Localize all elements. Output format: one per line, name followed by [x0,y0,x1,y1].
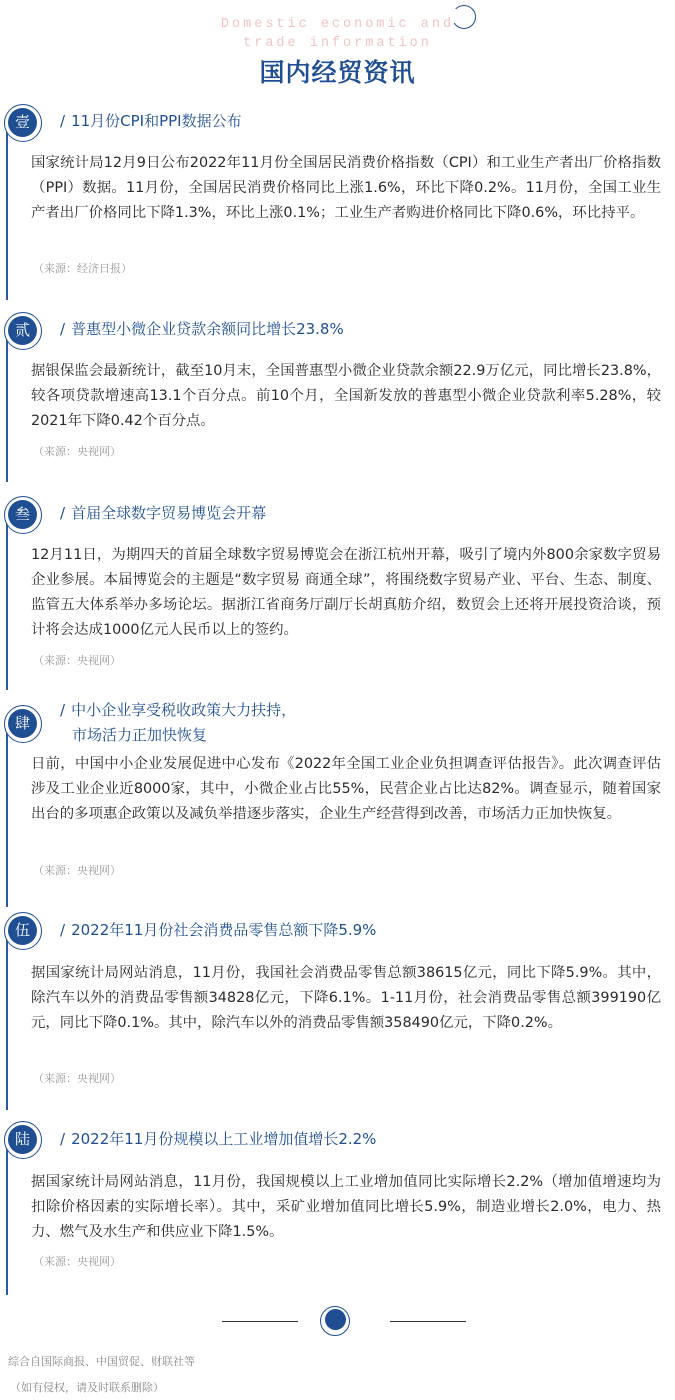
headline-text: 首届全球数字贸易博览会开幕 [71,504,267,522]
footer-circle-icon [320,1306,350,1336]
news-headline: / 2022年11月份规模以上工业增加值增长2.2% [60,1130,377,1148]
section-badge [4,312,42,350]
news-source: （来源：央视网） [33,445,121,458]
news-source: （来源：央视网） [33,1255,121,1268]
english-subtitle [200,15,475,53]
badge-number: 伍 [8,916,37,945]
footer-divider-right [390,1321,466,1322]
footer-disclaimer: （如有侵权，请及时联系删除） [10,1381,164,1394]
section-rule [6,330,8,482]
news-body: 12月11日，为期四天的首届全球数字贸易博览会在浙江杭州开幕，吸引了境内外800余家数字贸易企业参展。本届博览会的主题是“数字贸易 商通全球”，将围绕数字贸易产业、平台、生态、制度、监管五大体系举办多场论坛。据浙江省商务厅副厅长胡真舫介绍，数贸会上还将开展投资洽谈，预计将会达成1000亿元人民币以上的签约。 [31,547,661,638]
section-rule [6,1145,8,1295]
footer-divider-left [222,1321,298,1322]
badge-number: 肆 [8,709,37,738]
page-title: 国内经贸资讯 [259,58,416,87]
news-headline: / 普惠型小微企业贷款余额同比增长23.8% [60,320,344,338]
badge-number: 贰 [8,316,37,345]
news-source: （来源：央视网） [33,1072,121,1085]
news-source: （来源：央视网） [33,864,121,877]
news-headline: / 中小企业享受税收政策大力扶持， 市场活力正加快恢复 [60,698,296,748]
section-badge [4,104,42,142]
section-badge [4,705,42,743]
section-badge [4,1121,42,1159]
headline-text: 中小企业享受税收政策大力扶持， [71,701,297,719]
badge-number: 叁 [8,500,37,529]
section-rule [6,722,8,907]
news-body: 国家统计局12月9日公布2022年11月份全国居民消费价格指数（CPI）和工业生产者出厂价格指数（PPI）数据。11月份，全国居民消费价格同比上涨1.6%，环比下降0.2%。11月份，全国工业生产者出厂价格同比下降1.3%，环比上涨0.1%；工业生产者购进价格同比下降0.6%，环比持平。 [31,155,661,221]
footer-credits: 综合自国际商报、中国贸促、财联社等 [8,1355,195,1368]
news-headline: / 首届全球数字贸易博览会开幕 [60,504,267,522]
badge-number: 壹 [8,108,37,137]
headline-text: 2022年11月份社会消费品零售总额下降5.9% [71,921,377,939]
badge-number: 陆 [8,1125,37,1154]
page-header [0,0,675,92]
section-rule [6,935,8,1110]
section-badge [4,912,42,950]
section-rule [6,515,8,690]
headline-text-line-2: 市场活力正加快恢复 [72,726,208,744]
section-badge [4,496,42,534]
news-body: 日前，中国中小企业发展促进中心发布《2022年全国工业企业负担调查评估报告》。此次调查评估涉及工业企业近8000家，其中，小微企业占比55%，民营企业占比达82%。调查显示，随着国家出台的多项惠企政策以及减负举措逐步落实，企业生产经营得到改善，市场活力正加快恢复。 [31,756,661,822]
headline-text: 2022年11月份规模以上工业增加值增长2.2% [71,1130,377,1148]
news-body: 据银保监会最新统计，截至10月末，全国普惠型小微企业贷款余额22.9万亿元，同比增长23.8%，较各项贷款增速高13.1个百分点。前10个月，全国新发放的普惠型小微企业贷款利率5.28%，较2021年下降0.42个百分点。 [31,363,661,429]
news-headline: / 11月份CPI和PPI数据公布 [60,112,242,130]
news-body: 据国家统计局网站消息，11月份，我国社会消费品零售总额38615亿元，同比下降5.9%。其中，除汽车以外的消费品零售额34828亿元，下降6.1%。1-11月份，社会消费品零售总额399190亿元，同比下降0.1%。其中，除汽车以外的消费品零售额358490亿元，下降0.2%。 [31,965,661,1031]
section-rule [6,120,8,300]
news-source: （来源：央视网） [33,654,121,667]
headline-text: 普惠型小微企业贷款余额同比增长23.8% [71,320,344,338]
news-source: （来源：经济日报） [33,262,132,275]
subtitle-line-1: Domestic economic and [220,17,455,32]
news-body: 据国家统计局网站消息，11月份，我国规模以上工业增加值同比实际增长2.2%（增加值增速均为扣除价格因素的实际增长率）。其中，采矿业增加值同比增长5.9%，制造业增长2.0%，电力、热力、燃气及水生产和供应业下降1.5%。 [31,1174,661,1240]
subtitle-line-2: trade information [243,36,432,51]
news-headline: / 2022年11月份社会消费品零售总额下降5.9% [60,921,377,939]
headline-text: 11月份CPI和PPI数据公布 [71,112,242,130]
